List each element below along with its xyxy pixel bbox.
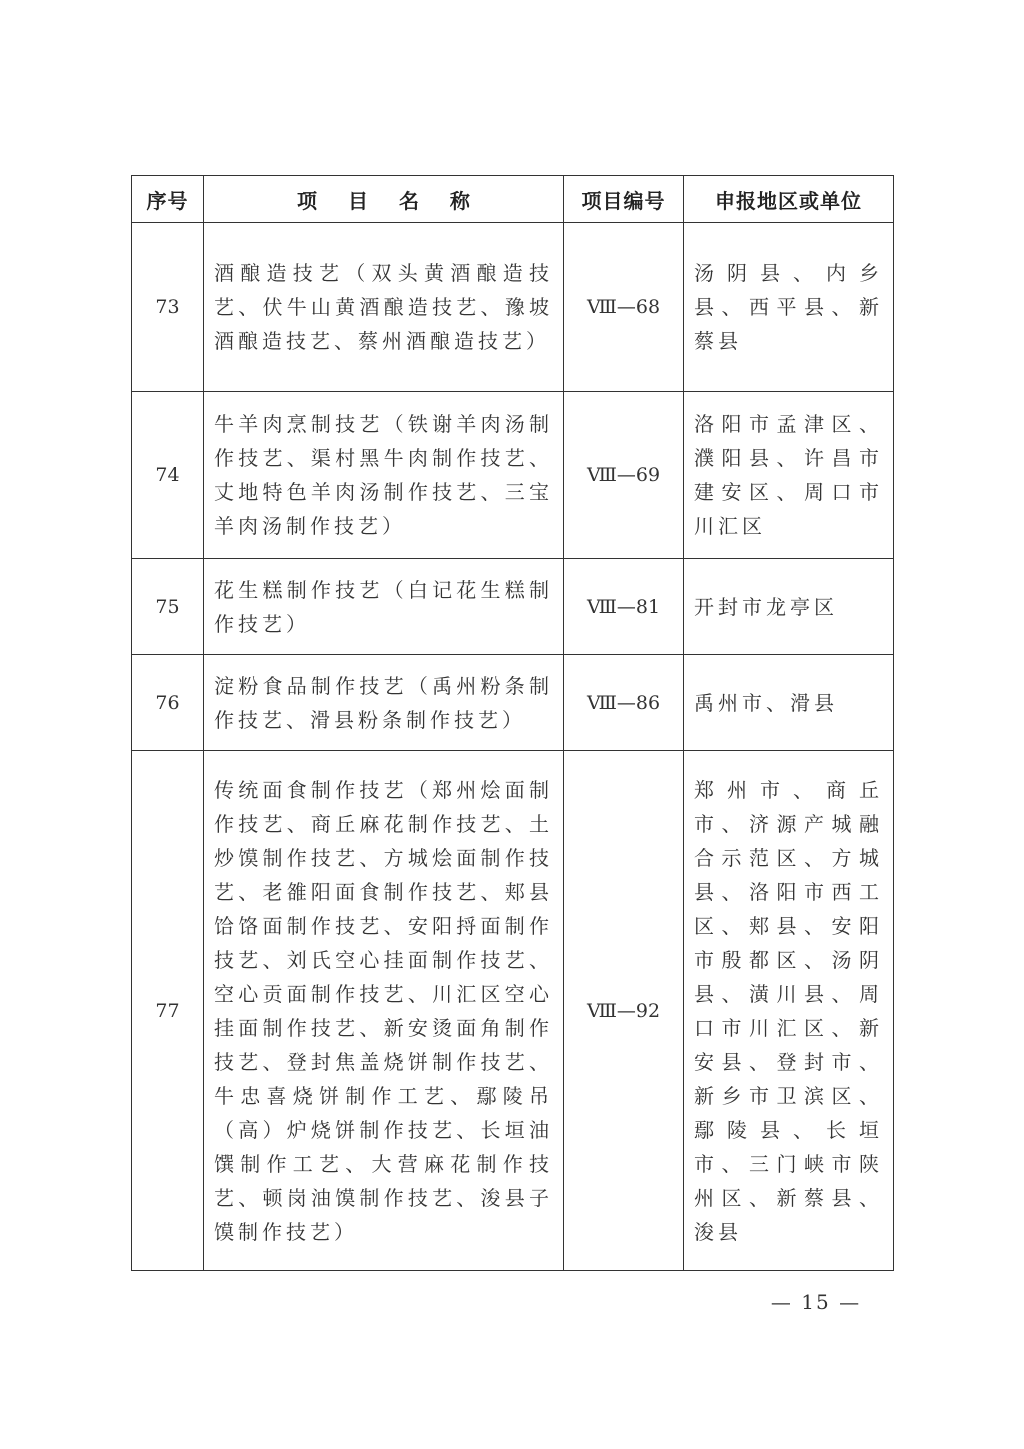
heritage-project-table (131, 175, 894, 1271)
table-row (132, 223, 894, 392)
table-row (132, 559, 894, 655)
header-project-name: 项 目 名 称 (204, 176, 564, 223)
row-project-code: Ⅷ—68 (564, 223, 684, 392)
row-applicant-region: 禹州市、滑县 (684, 655, 894, 751)
row-project-name: 传统面食制作技艺（郑州烩面制作技艺、商丘麻花制作技艺、土炒馍制作技艺、方城烩面制作技艺、老雒阳面食制作技艺、郏县饸饹面制作技艺、安阳捋面制作技艺、刘氏空心挂面制作技艺、空心贡面制作技艺、川汇区空心挂面制作技艺、新安烫面角制作技艺、登封焦盖烧饼制作技艺、牛忠喜烧饼制作工艺、鄢陵吊（高）炉烧饼制作技艺、长垣油馔制作工艺、大营麻花制作技艺、顿岗油馍制作技艺、浚县子馍制作技艺） (204, 751, 564, 1271)
header-project-code: 项目编号 (564, 176, 684, 223)
row-applicant-region: 开封市龙亭区 (684, 559, 894, 655)
row-project-code: Ⅷ—69 (564, 392, 684, 559)
table-header-row (132, 176, 894, 223)
page-number: — 15 — (770, 1290, 862, 1314)
row-serial-number: 77 (132, 751, 204, 1271)
row-serial-number: 76 (132, 655, 204, 751)
row-serial-number: 74 (132, 392, 204, 559)
row-project-name: 淀粉食品制作技艺（禹州粉条制作技艺、滑县粉条制作技艺） (204, 655, 564, 751)
row-project-name: 酒酿造技艺（双头黄酒酿造技艺、伏牛山黄酒酿造技艺、豫坡酒酿造技艺、蔡州酒酿造技艺） (204, 223, 564, 392)
row-applicant-region: 洛阳市孟津区、濮阳县、许昌市建安区、周口市川汇区 (684, 392, 894, 559)
row-project-code: Ⅷ—92 (564, 751, 684, 1271)
table-row (132, 655, 894, 751)
row-project-code: Ⅷ—86 (564, 655, 684, 751)
row-applicant-region: 郑州市、商丘市、济源产城融合示范区、方城县、洛阳市西工区、郏县、安阳市殷都区、汤阴县、潢川县、周口市川汇区、新安县、登封市、新乡市卫滨区、鄢陵县、长垣市、三门峡市陕州区、新蔡县、浚县 (684, 751, 894, 1271)
row-project-name: 牛羊肉烹制技艺（铁谢羊肉汤制作技艺、渠村黑牛肉制作技艺、丈地特色羊肉汤制作技艺、三宝羊肉汤制作技艺） (204, 392, 564, 559)
table-row (132, 751, 894, 1271)
row-serial-number: 75 (132, 559, 204, 655)
header-applicant-region: 申报地区或单位 (684, 176, 894, 223)
header-serial-number: 序号 (132, 176, 204, 223)
row-project-name: 花生糕制作技艺（白记花生糕制作技艺） (204, 559, 564, 655)
table-row (132, 392, 894, 559)
row-serial-number: 73 (132, 223, 204, 392)
row-project-code: Ⅷ—81 (564, 559, 684, 655)
row-applicant-region: 汤阴县、内乡县、西平县、新蔡县 (684, 223, 894, 392)
